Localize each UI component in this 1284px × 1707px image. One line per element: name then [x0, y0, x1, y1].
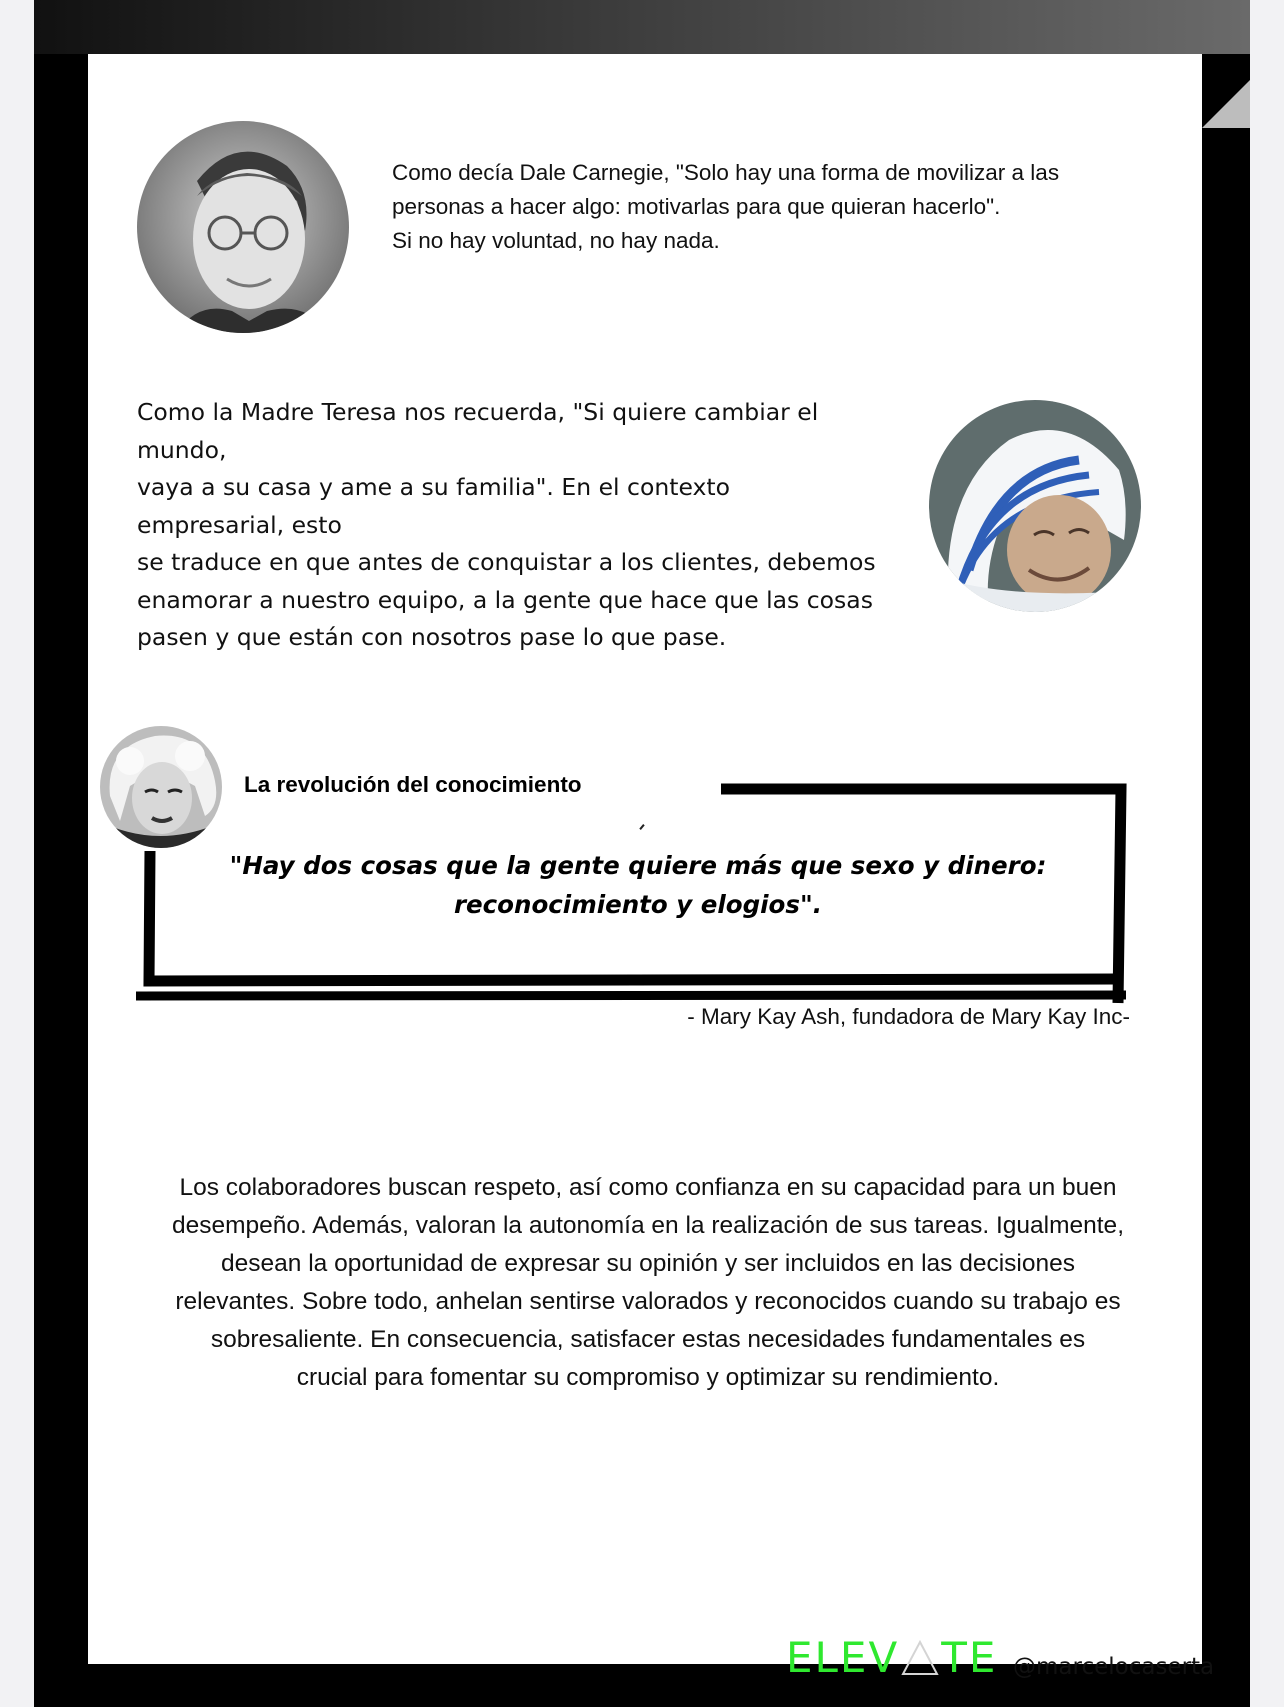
mary-kay-quote: [218, 846, 1058, 924]
triangle-icon: [900, 1638, 940, 1678]
quote-line-1: "Hay dos cosas que la gente quiere más que sexo y dinero:: [229, 851, 1047, 880]
body-line: Los colaboradores buscan respeto, así como confianza en su capacidad para un buen: [179, 1174, 1117, 1201]
body-line: crucial para fomentar su compromiso y optimizar su rendimiento.: [296, 1364, 1000, 1391]
carnegie-quote: Como decía Dale Carnegie, "Solo hay una forma de movilizar a las personas a hacer algo: motivarlas para que quieran hacerlo". Si no hay voluntad, no hay nada.: [392, 160, 1060, 253]
page-corner-fold: [1202, 80, 1250, 128]
brand-text-left: ELEV: [786, 1633, 900, 1682]
brand-text-right: TE: [941, 1633, 998, 1682]
body-line: desean la oportunidad de expresar su opinión y ser incluidos en las decisiones: [221, 1250, 1075, 1277]
frame-top-bar: [34, 0, 1250, 54]
carnegie-portrait: [137, 121, 349, 333]
document-page: [88, 54, 1215, 1682]
body-paragraph: [108, 1169, 1188, 1397]
author-handle[interactable]: @marcelocaserta: [1013, 1654, 1215, 1680]
elevate-logo: [786, 1633, 998, 1682]
teresa-portrait: [929, 400, 1141, 612]
body-line: relevantes. Sobre todo, anhelan sentirse valorados y reconocidos cuando su trabajo es: [175, 1288, 1121, 1315]
quote-author: - Mary Kay Ash, fundadora de Mary Kay Inc-: [687, 1004, 1130, 1029]
quote-line-2: reconocimiento y elogios".: [453, 890, 823, 919]
ash-portrait: [100, 726, 222, 848]
section-title: La revolución del conocimiento: [244, 772, 582, 797]
body-line: sobresaliente. En consecuencia, satisfacer estas necesidades fundamentales es: [210, 1326, 1086, 1353]
body-line: desempeño. Además, valoran la autonomía en la realización de sus tareas. Igualmente,: [172, 1212, 1124, 1239]
teresa-quote: Como la Madre Teresa nos recuerda, "Si quiere cambiar el mundo, vaya a su casa y ame a su familia". En el contexto empresarial, esto se traduce en que antes de conquistar a los clientes, debemos enamorar a nuestro equipo, a la gente que hace que las cosas pasen y que están con nosotros pase lo que pase.: [137, 398, 876, 651]
